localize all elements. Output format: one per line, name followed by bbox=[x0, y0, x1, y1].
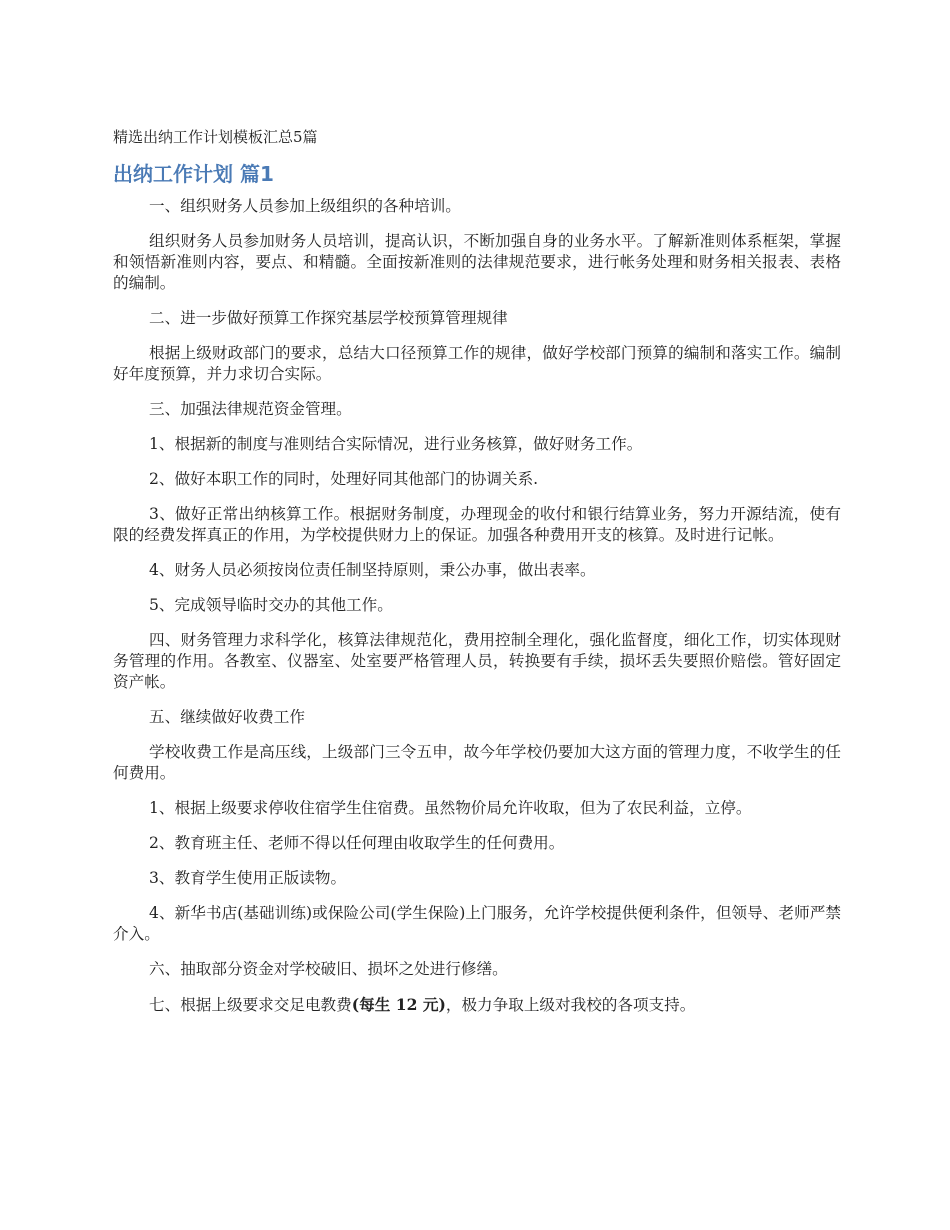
section-heading: 出纳工作计划 篇1 bbox=[113, 162, 274, 186]
body-paragraph: 五、继续做好收费工作 bbox=[149, 708, 305, 726]
body-paragraph: 2、教育班主任、老师不得以任何理由收取学生的任何费用。 bbox=[149, 834, 565, 852]
body-paragraph: 四、财务管理力求科学化，核算法律规范化，费用控制全理化，强化监督度，细化工作，切实体现财务管理的作用。各教室、仪器室、处室要严格管理人员，转换要有手续，损坏丢失要照价赔偿。管好固定资产帐。 bbox=[113, 631, 841, 691]
paragraph-7-text-before: 七、根据上级要求交足电教费 bbox=[149, 996, 352, 1014]
document-page bbox=[113, 126, 841, 1030]
body-paragraph: 4、财务人员必须按岗位责任制坚持原则，秉公办事，做出表率。 bbox=[149, 561, 596, 579]
body-paragraph: 2、做好本职工作的同时，处理好同其他部门的协调关系. bbox=[149, 470, 539, 488]
body-paragraph: 3、教育学生使用正版读物。 bbox=[149, 869, 347, 887]
body-paragraph: 3、做好正常出纳核算工作。根据财务制度，办理现金的收付和银行结算业务，努力开源结流，使有限的经费发挥真正的作用，为学校提供财力上的保证。加强各种费用开支的核算。及时进行记帐。 bbox=[113, 505, 841, 544]
body-paragraph: 二、进一步做好预算工作探究基层学校预算管理规律 bbox=[149, 309, 508, 327]
body-paragraph: 根据上级财政部门的要求，总结大口径预算工作的规律，做好学校部门预算的编制和落实工作。编制好年度预算，并力求切合实际。 bbox=[113, 344, 841, 383]
body-paragraph: 组织财务人员参加财务人员培训，提高认识，不断加强自身的业务水平。了解新准则体系框架，掌握和领悟新准则内容，要点、和精髓。全面按新准则的法律规范要求，进行帐务处理和财务相关报表、表格的编制。 bbox=[113, 232, 841, 292]
body-paragraph: 1、根据新的制度与准则结合实际情况，进行业务核算，做好财务工作。 bbox=[149, 435, 643, 453]
paragraph-7-bold-text: (每生 12 元) bbox=[351, 995, 446, 1014]
body-paragraph: 5、完成领导临时交办的其他工作。 bbox=[149, 596, 393, 614]
body-paragraph: 学校收费工作是高压线，上级部门三令五申，故今年学校仍要加大这方面的管理力度，不收学生的任何费用。 bbox=[113, 743, 841, 782]
body-paragraph: 三、加强法律规范资金管理。 bbox=[149, 400, 352, 418]
document-title: 精选出纳工作计划模板汇总5篇 bbox=[113, 128, 318, 146]
body-paragraph: 1、根据上级要求停收住宿学生住宿费。虽然物价局允许收取，但为了农民利益，立停。 bbox=[149, 799, 752, 817]
paragraph-7-text-after: ，极力争取上级对我校的各项支持。 bbox=[445, 996, 696, 1014]
paragraph-7 bbox=[113, 994, 841, 1016]
document-body bbox=[113, 196, 841, 980]
body-paragraph: 六、抽取部分资金对学校破旧、损坏之处进行修缮。 bbox=[149, 960, 508, 978]
body-paragraph: 4、新华书店(基础训练)或保险公司(学生保险)上门服务，允许学校提供便利条件，但领导、老师严禁介入。 bbox=[113, 904, 841, 943]
body-paragraph: 一、组织财务人员参加上级组织的各种培训。 bbox=[149, 197, 461, 215]
